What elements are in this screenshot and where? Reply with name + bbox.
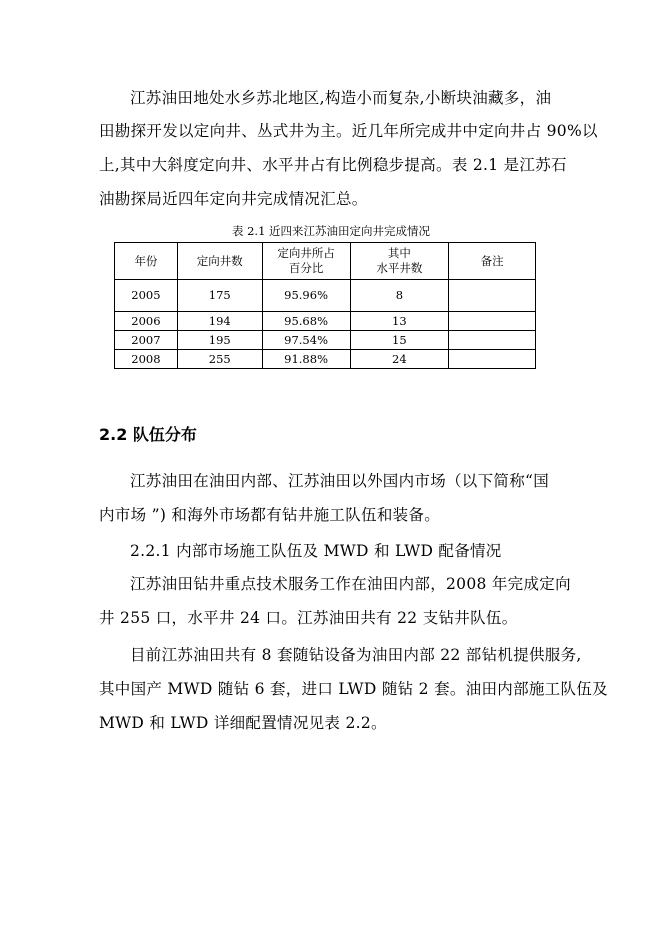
paragraph4-line-1: 目前江苏油田共有 8 套随钻设备为油田内部 22 部钻机提供服务, bbox=[130, 646, 582, 664]
cell-percentage: 95.96% bbox=[262, 280, 350, 312]
cell-horizontal-wells: 24 bbox=[350, 350, 449, 369]
cell-year: 2005 bbox=[115, 280, 178, 312]
cell-remarks bbox=[449, 312, 536, 331]
paragraph1-line-1: 江苏油田地处水乡苏北地区,构造小而复杂,小断块油藏多，油 bbox=[130, 89, 552, 107]
cell-year: 2007 bbox=[115, 331, 178, 350]
cell-directional-wells: 255 bbox=[177, 350, 262, 369]
paragraph2-line-1: 江苏油田在油田内部、江苏油田以外国内市场（以下简称“国 bbox=[130, 472, 550, 490]
table-row bbox=[115, 331, 536, 350]
table-row bbox=[115, 280, 536, 312]
header-horizontal-wells-text: 其中 水平井数 bbox=[376, 246, 423, 275]
paragraph1-line-2: 田勘探开发以定向井、丛式井为主。近几年所完成井中定向井占 90%以 bbox=[99, 122, 598, 140]
header-directional-wells: 定向井数 bbox=[177, 243, 262, 280]
paragraph4-line-2: 其中国产 MWD 随钻 6 套，进口 LWD 随钻 2 套。油田内部施工队伍及 bbox=[99, 680, 608, 698]
cell-horizontal-wells: 15 bbox=[350, 331, 449, 350]
table-row bbox=[115, 350, 536, 369]
cell-remarks bbox=[449, 331, 536, 350]
section-heading: 2.2 队伍分布 bbox=[99, 425, 197, 444]
cell-directional-wells: 175 bbox=[177, 280, 262, 312]
header-remarks: 备注 bbox=[449, 243, 536, 280]
cell-remarks bbox=[449, 350, 536, 369]
cell-year: 2006 bbox=[115, 312, 178, 331]
cell-horizontal-wells: 8 bbox=[350, 280, 449, 312]
well-completion-table bbox=[114, 242, 536, 369]
paragraph1-line-4: 油勘探局近四年定向井完成情况汇总。 bbox=[99, 190, 368, 208]
cell-horizontal-wells: 13 bbox=[350, 312, 449, 331]
table-row bbox=[115, 312, 536, 331]
subsection-heading: 2.2.1 内部市场施工队伍及 MWD 和 LWD 配备情况 bbox=[130, 542, 502, 560]
cell-directional-wells: 195 bbox=[177, 331, 262, 350]
paragraph3-line-2: 井 255 口，水平井 24 口。江苏油田共有 22 支钻井队伍。 bbox=[99, 609, 518, 627]
header-year: 年份 bbox=[115, 243, 178, 280]
cell-percentage: 91.88% bbox=[262, 350, 350, 369]
cell-directional-wells: 194 bbox=[177, 312, 262, 331]
paragraph1-line-3: 上,其中大斜度定向井、水平井占有比例稳步提高。表 2.1 是江苏石 bbox=[99, 156, 567, 174]
paragraph2-line-2: 内市场 ”) 和海外市场都有钻井施工队伍和装备。 bbox=[99, 506, 441, 524]
table-header-row bbox=[115, 243, 536, 280]
cell-year: 2008 bbox=[115, 350, 178, 369]
paragraph4-line-3: MWD 和 LWD 详细配置情况见表 2.2。 bbox=[99, 714, 387, 732]
header-percentage bbox=[262, 243, 350, 280]
cell-remarks bbox=[449, 280, 536, 312]
cell-percentage: 95.68% bbox=[262, 312, 350, 331]
paragraph3-line-1: 江苏油田钻井重点技术服务工作在油田内部，2008 年完成定向 bbox=[130, 575, 571, 593]
header-percentage-text: 定向井所占 百分比 bbox=[277, 246, 335, 275]
cell-percentage: 97.54% bbox=[262, 331, 350, 350]
header-horizontal-wells bbox=[350, 243, 449, 280]
table-caption: 表 2.1 近四来江苏油田定向井完成情况 bbox=[231, 224, 431, 238]
